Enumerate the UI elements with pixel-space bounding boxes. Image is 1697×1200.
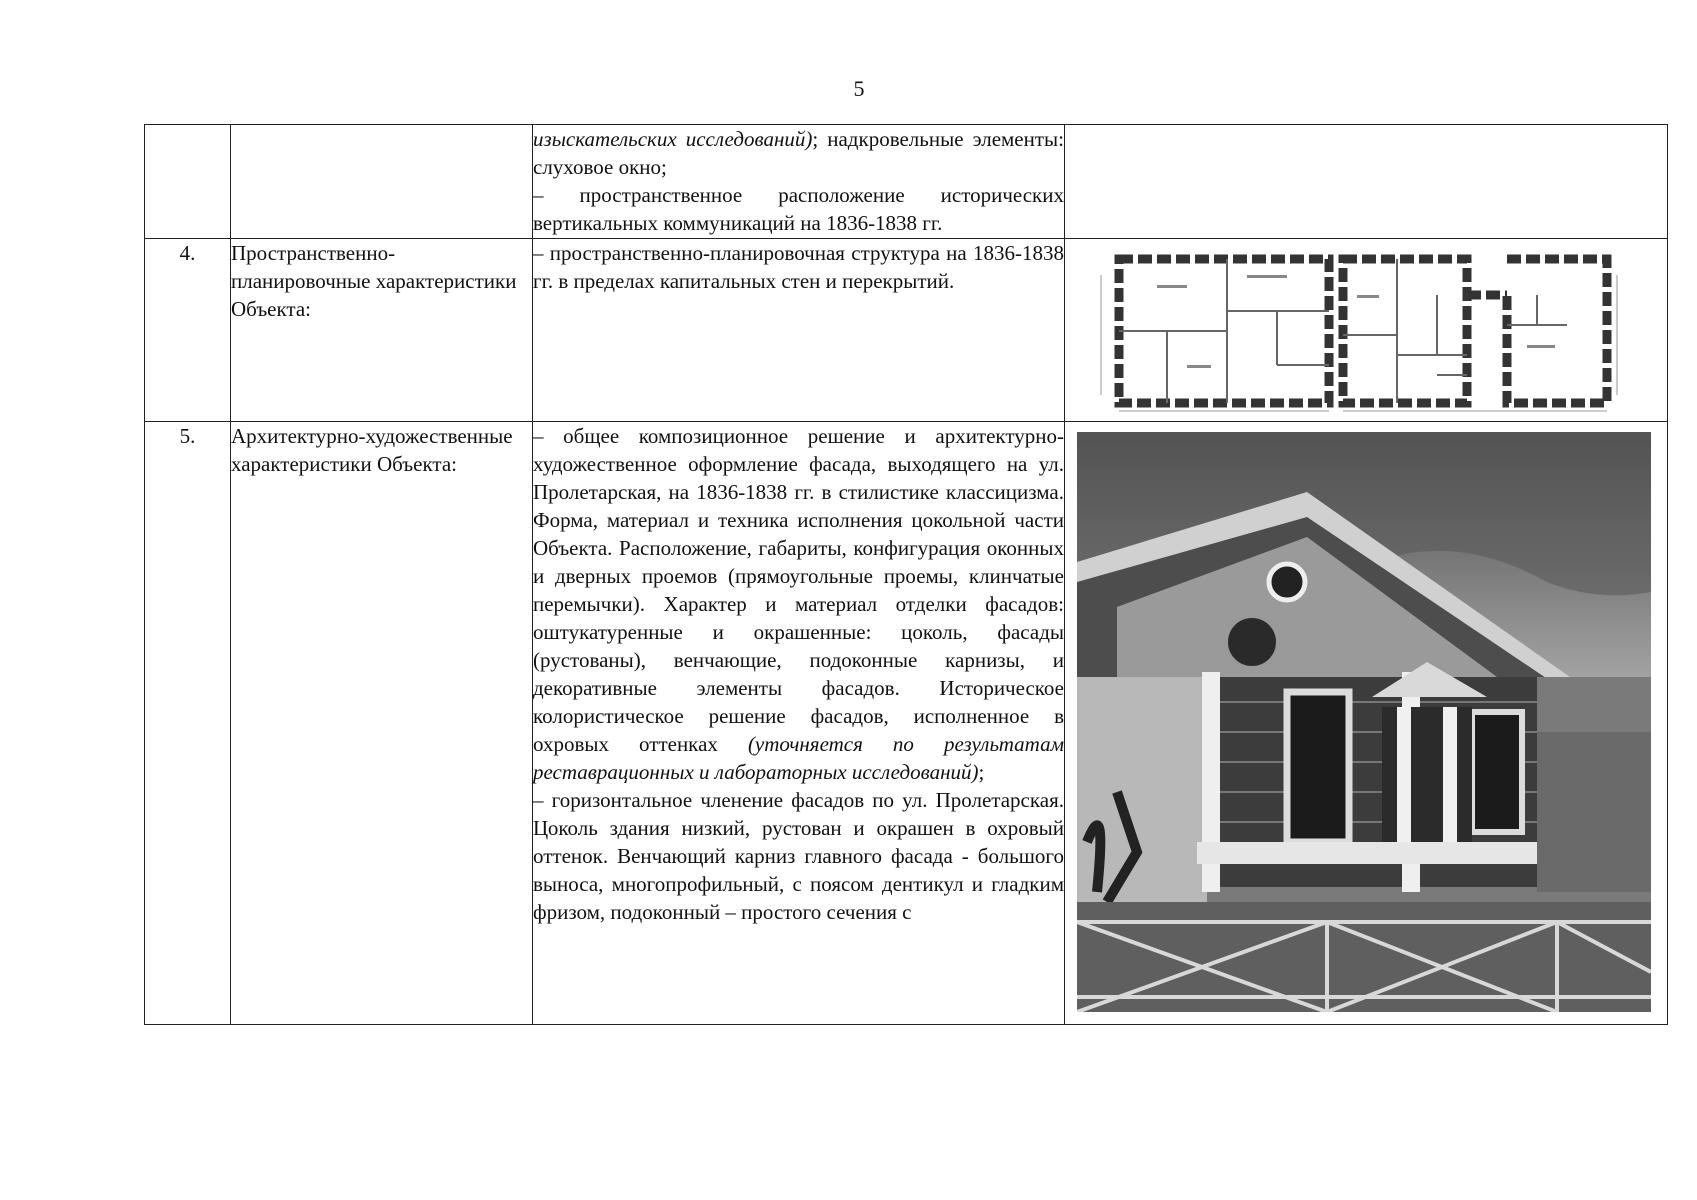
table-row — [145, 239, 1668, 422]
row-number: 4. — [145, 239, 231, 422]
desc-text: ; — [978, 760, 985, 784]
desc-text: ; надкровельные элементы: слуховое окно; — [533, 127, 1064, 179]
row-image-cell — [1065, 239, 1668, 422]
row-description — [533, 239, 1065, 422]
page-number: 5 — [853, 76, 865, 101]
desc-text: – горизонтальное членение фасадов по ул. Пролетарская. Цоколь здания низкий, рустован и окрашен в охровый оттенок. Венчающий карниз главного фасада - большого выноса, многопрофильный, с поясом дентикул и гладким фризом, подоконный – простого сечения с — [533, 788, 1064, 924]
desc-text: изыскательских исследований) — [533, 127, 813, 151]
row-number: 5. — [145, 422, 231, 1025]
desc-text: (уточняется по результатам реставрационных и лабораторных исследований) — [533, 732, 1064, 784]
desc-text: – общее композиционное решение и архитектурно-художественное оформление фасада, выходящего на ул. Пролетарская, на 1836-1838 гг. в стилистике классицизма. Форма, материал и техника исполнения цокольной части Объекта. Расположение, габариты, конфигурация оконных и дверных проемов (прямоугольные проемы, клинчатые перемычки). Характер и материал отделки фасадов: оштукатуренные и окрашенные: цоколь, фасады (рустованы), венчающие, подоконные карнизы, и декоративные элементы фасадов. Историческое колористическое решение фасадов, исполненное в охровых оттенках — [533, 424, 1064, 756]
row-name: Архитектурно-художественные характеристики Объекта: — [231, 422, 533, 1025]
desc-text: – пространственно-планировочная структура на 1836-1838 гг. в пределах капитальных стен и перекрытий. — [533, 241, 1064, 293]
desc-text: – пространственное расположение исторических вертикальных коммуникаций на 1836-1838 гг. — [533, 183, 1064, 235]
row-description — [533, 422, 1065, 1025]
characteristics-table — [144, 124, 1668, 1025]
row-number — [145, 125, 231, 239]
row-image-cell — [1065, 422, 1668, 1025]
facade-photo-image — [1077, 432, 1651, 1012]
row-description — [533, 125, 1065, 239]
table-row — [145, 125, 1668, 239]
row-name: Пространственно-планировочные характеристики Объекта: — [231, 239, 533, 422]
floor-plan-image — [1097, 245, 1629, 415]
row-name — [231, 125, 533, 239]
table-row — [145, 422, 1668, 1025]
row-image-cell — [1065, 125, 1668, 239]
